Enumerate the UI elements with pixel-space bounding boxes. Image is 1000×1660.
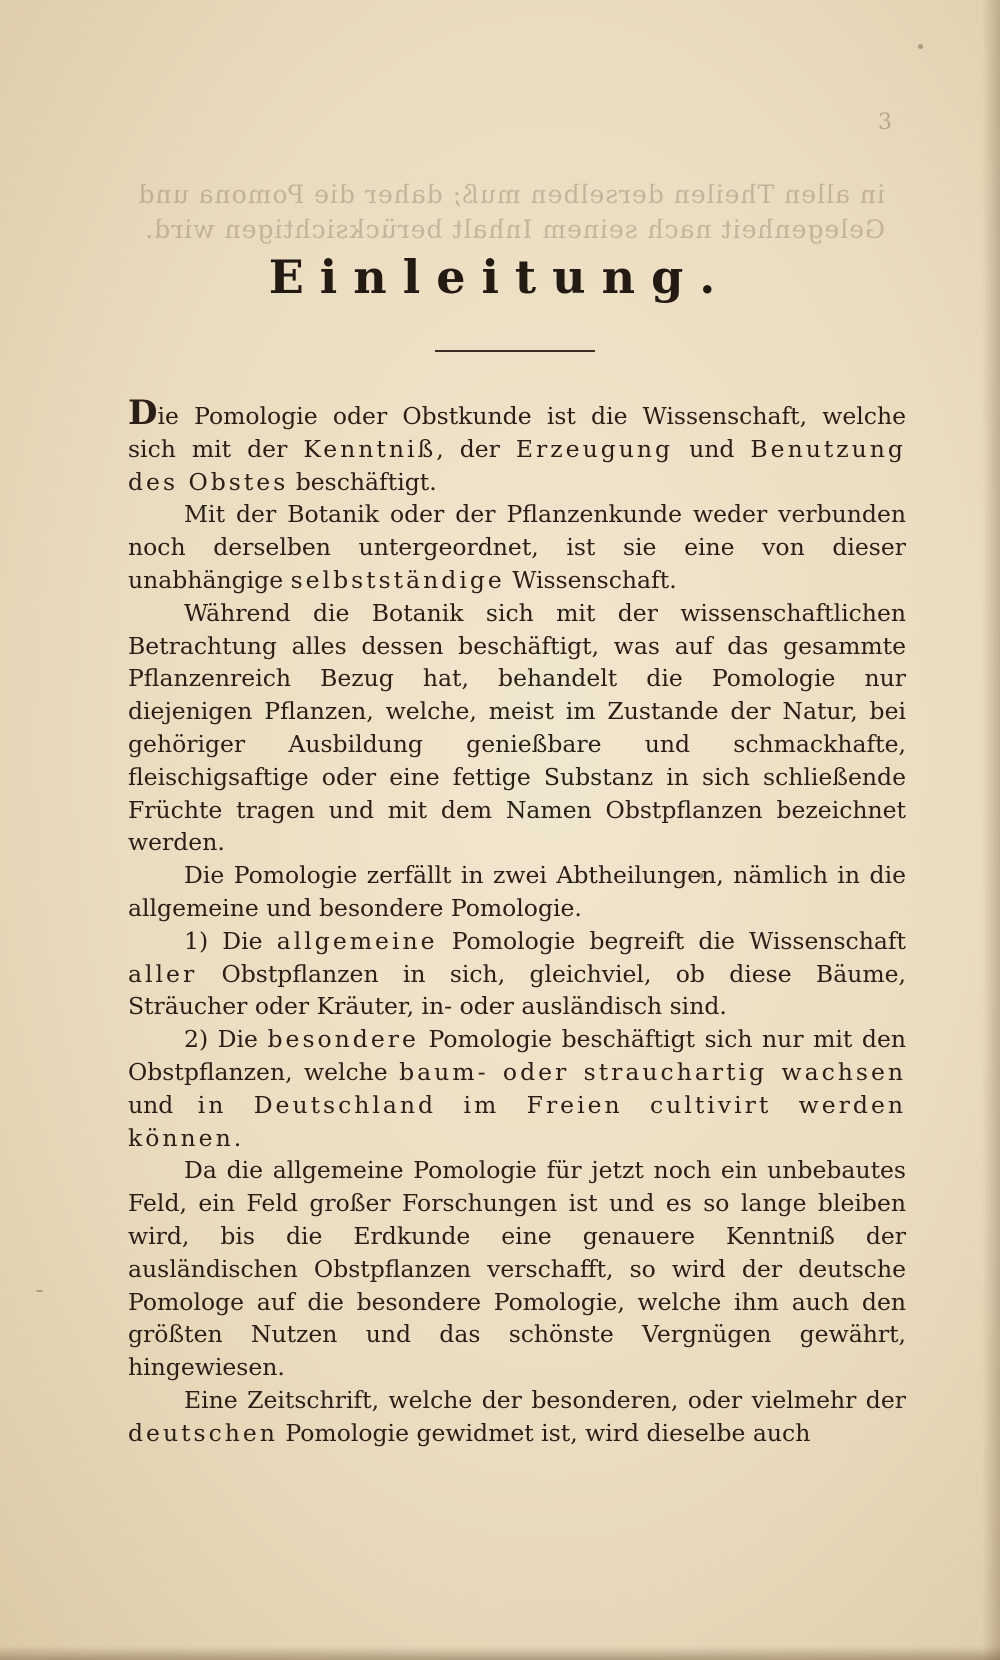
page-bottom-shadow [0,1646,1000,1660]
text-run: Obstpflanzen in sich, gleichviel, ob diese Bäume, Sträucher oder Kräuter, in- oder ausländisch sind. [128,959,906,1021]
page-number: 3 [878,110,892,135]
paragraph [128,925,906,1023]
body-text [128,393,907,1450]
text-run: Pomologie gewidmet ist, wird dieselbe auch [277,1418,811,1447]
drop-initial: D [128,393,158,433]
ink-spot [36,1290,43,1292]
emphasis: in Deutschland im Freien cultivirt werden können. [128,1090,906,1152]
ink-spot [918,44,923,49]
emphasis: baum- oder strauchartig wachsen [399,1057,906,1086]
bleed-through-line: Gelegenheit nach seinem Inhalt berücksichtigen wird. [144,215,885,244]
emphasis: Kenntniß [303,434,437,463]
text-run: Mit der Botanik oder der Pflanzenkunde weder verbunden noch derselben untergeordnet, ist sie eine von dieser unabhängige [128,500,906,594]
paragraph [128,498,906,596]
text-run: Wissenschaft. [504,565,677,594]
paragraph [128,1023,906,1154]
text-run: Eine Zeitschrift, welche der besonderen, oder vielmehr der [184,1385,906,1414]
text-run: und [128,1090,198,1119]
emphasis: Erzeugung [515,434,674,463]
text-run: Pomologie beschäftigt sich nur mit den Obstpflanzen, welche [128,1025,907,1086]
text-run: 1) Die [184,926,277,955]
paragraph [128,1384,906,1450]
emphasis: selbstständige [290,565,505,594]
emphasis: allgemeine [276,926,438,955]
text-run: und [673,434,751,463]
title-rule [435,350,595,352]
chapter-title: Einleitung. [268,250,732,304]
paragraph: Da die allgemeine Pomologie für jetzt noch ein unbebautes Feld, ein Feld großer Forschungen ist und es so lange bleiben wird, bis die Erdkunde eine genauere Kenntniß der ausländischen Obstpflanzen verschafft, so wird der deutsche Pomologe auf die besondere Pomologie, welche ihm auch den größten Nutzen und das schönste Vergnügen gewährt, hingewiesen. [128,1156,906,1382]
text-run: , der [436,434,516,463]
page-edge-shadow [982,0,1000,1660]
text-run: ie Pomologie oder Obstkunde ist die Wissenschaft, welche sich mit der [128,402,906,463]
paragraph [128,393,906,498]
emphasis: aller [128,959,198,988]
paragraph: Während die Botanik sich mit der wissenschaftlichen Betrachtung alles dessen beschäftigt, was auf das gesammte Pflanzenreich Bezug hat, behandelt die Pomologie nur diejenigen Pflanzen, welche, meist im Zustande der Natur, bei gehöriger Ausbildung genießbare und schmackhafte, fleischigsaftige oder eine fettige Substanz in sich schließende Früchte tragen und mit dem Namen Obstpflanzen bezeichnet werden. [128,598,906,857]
emphasis: Benutzung des Obstes [128,434,906,496]
paragraph: Die Pomologie zerfällt in zwei Abtheilungen, nämlich in die allgemeine und besondere Pomologie. [128,861,906,922]
text-run: Pomologie begreift die Wissenschaft [437,926,907,955]
emphasis: besondere [267,1025,419,1054]
bleed-through-line: in allen Theilen derselben muß; daher die Pomona und [137,180,885,209]
text-run: 2) Die [184,1025,268,1054]
emphasis: deutschen [128,1418,278,1447]
text-run: beschäftigt. [288,467,437,496]
